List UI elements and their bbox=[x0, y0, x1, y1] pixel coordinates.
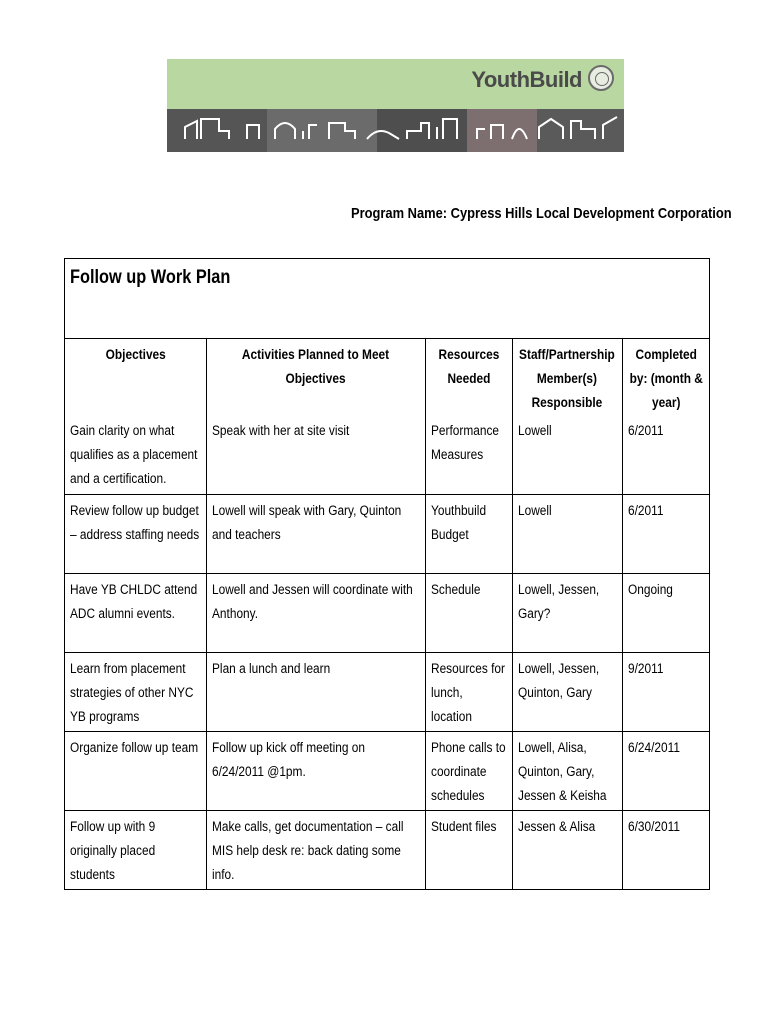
staff-cell: Lowell, Jessen, Gary? bbox=[512, 573, 622, 652]
completed-cell: 6/2011 bbox=[622, 415, 709, 494]
staff-cell: Lowell bbox=[512, 494, 622, 573]
objective-cell: Have YB CHLDC attend ADC alumni events. bbox=[65, 573, 206, 652]
activity-cell: Speak with her at site visit bbox=[206, 415, 425, 494]
resources-cell: Performance Measures bbox=[425, 415, 512, 494]
staff-cell: Lowell bbox=[512, 415, 622, 494]
plan-title bbox=[65, 259, 709, 339]
col-staff: Staff/Partnership Member(s) Responsible bbox=[512, 339, 622, 415]
work-plan-table bbox=[65, 339, 709, 889]
resources-cell: Schedule bbox=[425, 573, 512, 652]
col-completed-by: Completed by: (month & year) bbox=[622, 339, 709, 415]
table-row bbox=[65, 652, 709, 731]
col-objectives: Objectives bbox=[105, 347, 166, 362]
resources-cell: Resources for lunch, location bbox=[425, 652, 512, 731]
completed-cell: 6/2011 bbox=[622, 494, 709, 573]
completed-cell: 9/2011 bbox=[622, 652, 709, 731]
seal-icon bbox=[588, 65, 614, 91]
header-row bbox=[65, 339, 709, 415]
table-row bbox=[65, 494, 709, 573]
completed-cell: Ongoing bbox=[622, 573, 709, 652]
table-row bbox=[65, 731, 709, 810]
youthbuild-logo-banner bbox=[167, 59, 624, 152]
resources-cell: Phone calls to coordinate schedules bbox=[425, 731, 512, 810]
activity-cell: Lowell will speak with Gary, Quinton and teachers bbox=[206, 494, 425, 573]
activity-cell: Lowell and Jessen will coordinate with Anthony. bbox=[206, 573, 425, 652]
activity-cell: Follow up kick off meeting on 6/24/2011 @1pm. bbox=[206, 731, 425, 810]
objective-cell: Gain clarity on what qualifies as a placement and a certification. bbox=[70, 423, 198, 486]
resources-cell: Youthbuild Budget bbox=[425, 494, 512, 573]
table-row bbox=[65, 415, 709, 494]
staff-cell: Jessen & Alisa bbox=[512, 810, 622, 889]
table-row bbox=[65, 810, 709, 889]
skyline-graphic bbox=[167, 109, 624, 152]
objective-cell: Follow up with 9 originally placed students bbox=[65, 810, 206, 889]
objective-cell: Review follow up budget – address staffing needs bbox=[65, 494, 206, 573]
city-skyline-strip bbox=[167, 109, 624, 152]
plan-title-text: Follow up Work Plan bbox=[70, 267, 231, 288]
objective-cell: Organize follow up team bbox=[65, 731, 206, 810]
activity-cell: Make calls, get documentation – call MIS help desk re: back dating some info. bbox=[206, 810, 425, 889]
objective-cell: Learn from placement strategies of other NYC YB programs bbox=[65, 652, 206, 731]
col-activities: Activities Planned to Meet Objectives bbox=[206, 339, 425, 415]
completed-cell: 6/30/2011 bbox=[622, 810, 709, 889]
table-row bbox=[65, 573, 709, 652]
col-resources: Resources Needed bbox=[425, 339, 512, 415]
brand-name: YouthBuild bbox=[471, 67, 582, 92]
completed-cell: 6/24/2011 bbox=[622, 731, 709, 810]
activity-cell: Plan a lunch and learn bbox=[206, 652, 425, 731]
resources-cell: Student files bbox=[425, 810, 512, 889]
work-plan-table-container bbox=[64, 258, 710, 890]
program-name: Program Name: Cypress Hills Local Development Corporation bbox=[351, 205, 732, 222]
staff-cell: Lowell, Jessen, Quinton, Gary bbox=[512, 652, 622, 731]
staff-cell: Lowell, Alisa, Quinton, Gary, Jessen & Keisha bbox=[512, 731, 622, 810]
banner-green-band bbox=[167, 59, 624, 109]
